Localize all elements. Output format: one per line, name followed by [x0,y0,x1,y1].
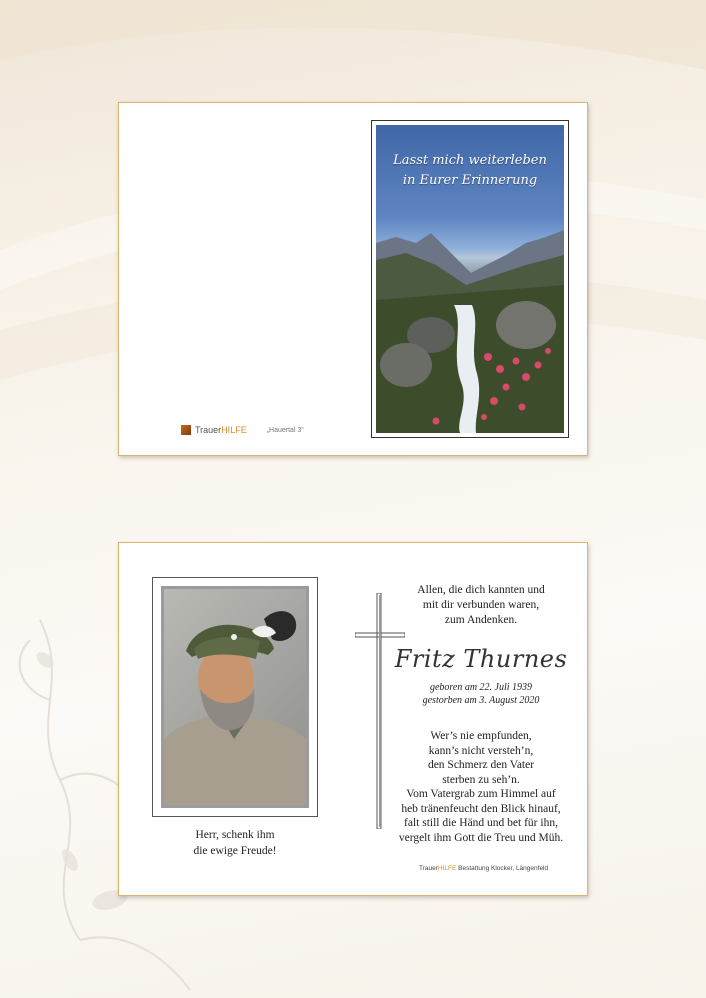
poem-line: Wer’s nie empfunden, [430,730,532,742]
poem-line: vergelt ihm Gott die Treu und Müh. [398,831,564,844]
intro-text [391,583,571,628]
poem-line: sterben zu seh’n. [442,773,520,786]
footer-credit [419,865,548,872]
poem [391,729,571,845]
life-dates [391,681,571,707]
footer-text: Bestattung Klocker, Längenfeld [456,865,549,872]
brand-name-accent: HILFE [221,425,247,435]
landscape-photo-frame [371,120,569,438]
poem-line: kann’s nicht versteh’n, [428,744,534,757]
poem-line: falt still die Händ und bet für ihn, [404,817,558,829]
portrait-photo [164,589,306,805]
prayer-line-2: die ewige Freude! [193,845,277,857]
prayer-line-1: Herr, schenk ihm [195,829,275,841]
brand-name [195,425,247,435]
prayer-text [152,827,318,859]
back-card [118,542,588,896]
death-date: gestorben am 3. August 2020 [422,695,540,706]
front-card [118,102,588,456]
poem-line: Vom Vatergrab zum Himmel auf [406,788,556,800]
poem-line: den Schmerz den Vater [427,759,535,771]
trauerhilfe-logo-icon [181,425,191,435]
brand-name-prefix: Trauer [195,425,222,435]
portrait-illustration [164,589,306,805]
footer-brand-accent: HILFE [437,865,457,872]
brand-line [181,425,304,435]
intro-line-1: Allen, die dich kannten und [417,584,545,596]
mountain-landscape-photo [376,125,564,433]
intro-line-3: zum Andenken. [444,614,518,626]
design-name: „Hauertal 3“ [266,426,304,434]
poem-line: heb tränenfeucht den Blick hinauf, [401,802,561,815]
birth-date: geboren am 22. Juli 1939 [429,682,533,693]
photo-caption-line-2: in Eurer Erinnerung [402,173,538,188]
portrait-frame [152,577,318,817]
portrait-mat [161,586,309,808]
photo-caption [376,151,564,191]
photo-caption-line-1: Lasst mich weiterleben [393,153,547,168]
deceased-name: Fritz Thurnes [394,645,568,673]
intro-line-2: mit dir verbunden waren, [422,599,540,611]
footer-brand-prefix: Trauer [419,865,438,872]
